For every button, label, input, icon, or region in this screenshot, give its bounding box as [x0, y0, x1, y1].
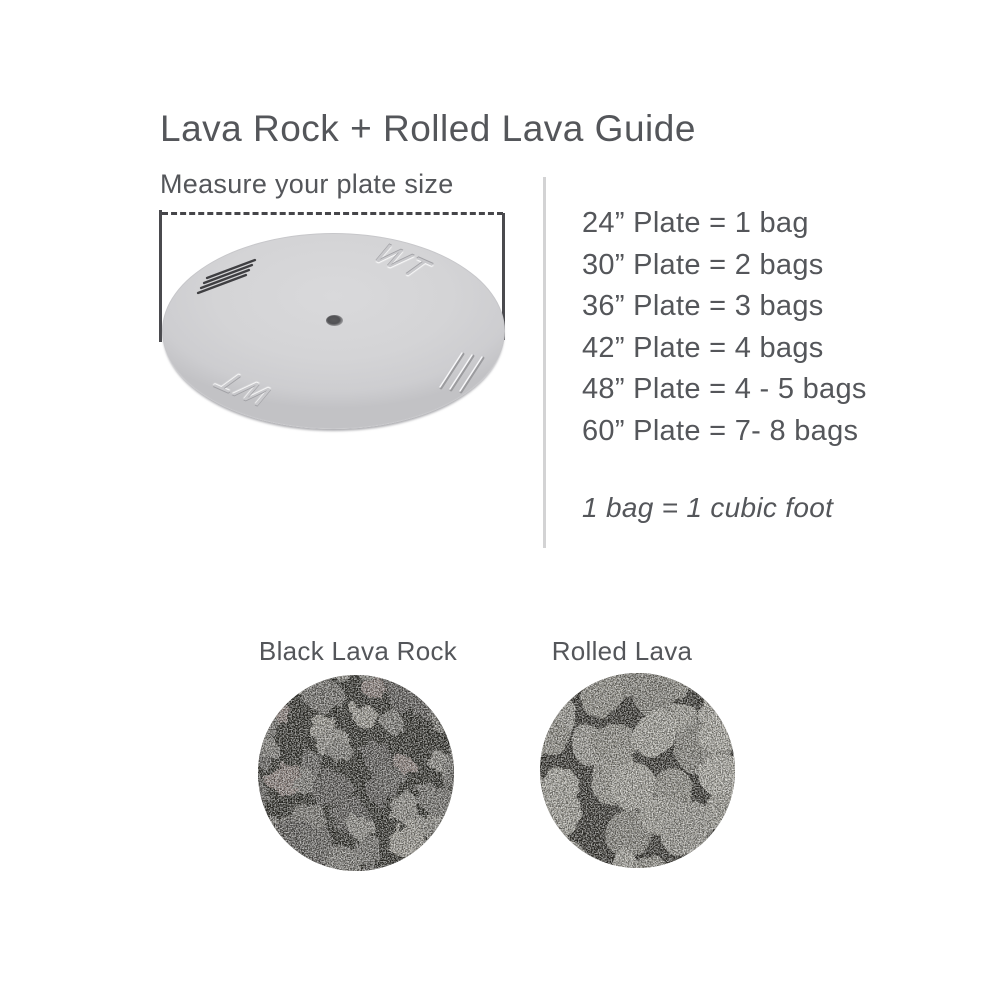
measure-plate-heading: Measure your plate size [160, 169, 454, 199]
plate-engraving-wt-top-right: WT [363, 240, 443, 285]
fire-plate-illustration [162, 233, 505, 429]
black-lava-rock-label: Black Lava Rock [258, 636, 458, 666]
capacity-row: 48” Plate = 4 - 5 bags [582, 373, 867, 405]
plate-capacity-list [582, 203, 867, 452]
section-divider-line [543, 177, 546, 548]
plate-measurement-diagram [160, 208, 508, 434]
plate-hatch-marks-bottom-right-icon [434, 345, 490, 397]
dimension-dashed-line [162, 212, 503, 215]
capacity-row: 42” Plate = 4 bags [582, 331, 824, 364]
capacity-row: 30” Plate = 2 bags [582, 248, 824, 281]
capacity-row: 60” Plate = 7- 8 bags [582, 414, 859, 447]
black-lava-rock-photo [257, 674, 455, 872]
rolled-lava-label: Rolled Lava [551, 636, 693, 666]
capacity-row: 24” Plate = 1 bag [582, 207, 809, 239]
bag-volume-note: 1 bag = 1 cubic foot [582, 492, 834, 523]
plate-center-hole [326, 315, 343, 326]
plate-hatch-marks-top-left-icon [196, 256, 260, 298]
capacity-row: 36” Plate = 3 bags [582, 290, 824, 322]
plate-engraving-wt-bottom-left: WT [204, 365, 284, 410]
page-title: Lava Rock + Rolled Lava Guide [160, 108, 696, 149]
rolled-lava-photo [539, 672, 736, 869]
